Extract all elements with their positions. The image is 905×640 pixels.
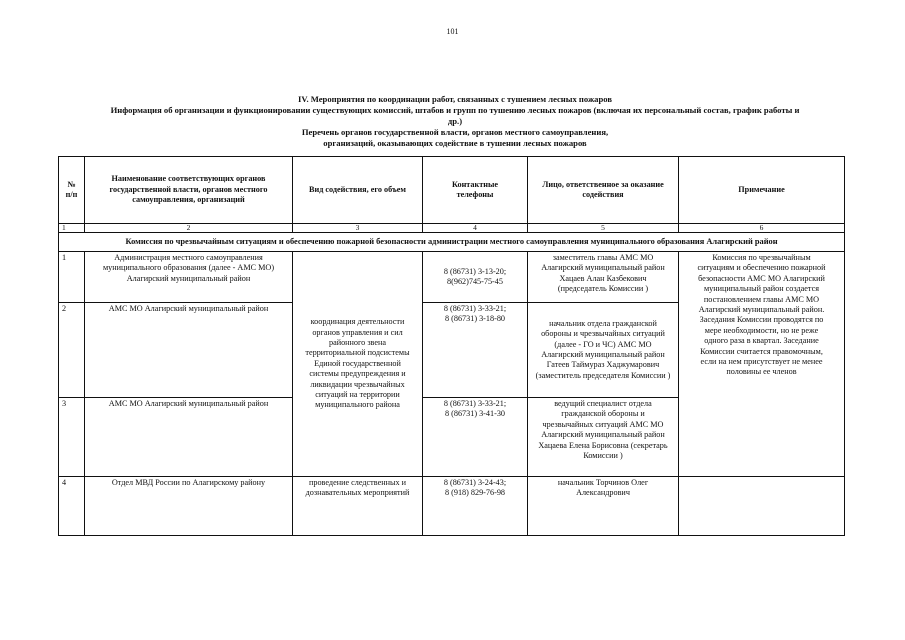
- col-header-phones: Контактные телефоны: [423, 157, 528, 224]
- commission-title-row: [59, 233, 845, 252]
- section-title: IV. Мероприятия по координации работ, связанных с тушением лесных пожаров: [298, 94, 612, 104]
- col-number: 1: [59, 224, 85, 233]
- col-number: 2: [85, 224, 293, 233]
- note: Комиссия по чрезвычайным ситуациям и обеспечению пожарной безопасности АМС МО Алагирский муниципальный район создается постановлением главы АМС МО Алагирский муниципальный район. Заседания Комиссии проводятся по мере необходимости, но не реже одного раза в квартал. Заседание Комиссии считается правомочным, если на нем присутствует не менее половины ее членов: [679, 252, 845, 477]
- list-title-line2: организаций, оказывающих содействие в тушении лесных пожаров: [323, 138, 587, 148]
- commission-title: Комиссия по чрезвычайным ситуациям и обеспечению пожарной безопасности администрации местного самоуправления муниципального образования Алагирский район: [59, 233, 845, 252]
- table-row: [59, 252, 845, 303]
- col-number: 3: [293, 224, 423, 233]
- organization-name: Администрация местного самоуправления муниципального образования (далее - АМС МО) Алагирский муниципальный район: [85, 252, 293, 303]
- col-header-organization: Наименование соответствующих органов государственной власти, органов местного самоуправления, организаций: [85, 157, 293, 224]
- assistance-type: проведение следственных и дознавательных мероприятий: [293, 477, 423, 536]
- organization-name: Отдел МВД России по Алагирскому району: [85, 477, 293, 536]
- organization-name: АМС МО Алагирский муниципальный район: [85, 303, 293, 398]
- organizations-table: [58, 156, 845, 536]
- section-subtitle: Информация об организации и функционировании существующих комиссий, штабов и групп по тушению лесных пожаров (включая их персональный состав, график работы и др.): [110, 105, 800, 126]
- row-number: 1: [59, 252, 85, 303]
- organization-name: АМС МО Алагирский муниципальный район: [85, 398, 293, 477]
- table-row: [59, 477, 845, 536]
- row-number: 2: [59, 303, 85, 398]
- responsible-person: ведущий специалист отдела гражданской обороны и чрезвычайных ситуаций АМС МО Алагирский муниципальный район Хацаева Елена Борисовна (секретарь Комиссии ): [528, 398, 679, 477]
- col-header-responsible: Лицо, ответственное за оказание содействия: [528, 157, 679, 224]
- col-number: 6: [679, 224, 845, 233]
- contact-phones: 8 (86731) 3-24-43; 8 (918) 829-76-98: [423, 477, 528, 536]
- note-empty: [679, 477, 845, 536]
- col-header-assistance: Вид содействия, его объем: [293, 157, 423, 224]
- row-number: 4: [59, 477, 85, 536]
- row-number: 3: [59, 398, 85, 477]
- responsible-person: заместитель главы АМС МО Алагирский муниципальный район Хацаев Алан Казбекович (председатель Комиссии ): [528, 252, 679, 303]
- col-number: 4: [423, 224, 528, 233]
- responsible-person: начальник отдела гражданской обороны и чрезвычайных ситуаций (далее - ГО и ЧС) АМС МО Алагирский муниципальный район Гатеев Таймураз Хаджумарович (заместитель председателя Комиссии ): [528, 303, 679, 398]
- contact-phones: 8 (86731) 3-33-21; 8 (86731) 3-41-30: [423, 398, 528, 477]
- col-number: 5: [528, 224, 679, 233]
- responsible-person: начальник Торчинов Олег Александрович: [528, 477, 679, 536]
- column-number-row: [59, 224, 845, 233]
- list-title-line1: Перечень органов государственной власти, органов местного самоуправления,: [301, 127, 609, 137]
- table-header-row: [59, 157, 845, 224]
- col-header-number: № п/п: [59, 157, 85, 224]
- section-headings: [60, 94, 850, 149]
- assistance-type: координация деятельности органов управления и сил районного звена территориальной подсистемы Единой государственной системы предупреждения и ликвидации чрезвычайных ситуаций на территории муниципального района: [293, 252, 423, 477]
- contact-phones: 8 (86731) 3-33-21; 8 (86731) 3-18-80: [423, 303, 528, 398]
- col-header-note: Примечание: [679, 157, 845, 224]
- page-number: 101: [446, 27, 459, 36]
- contact-phones: 8 (86731) 3-13-20; 8(962)745-75-45: [423, 252, 528, 303]
